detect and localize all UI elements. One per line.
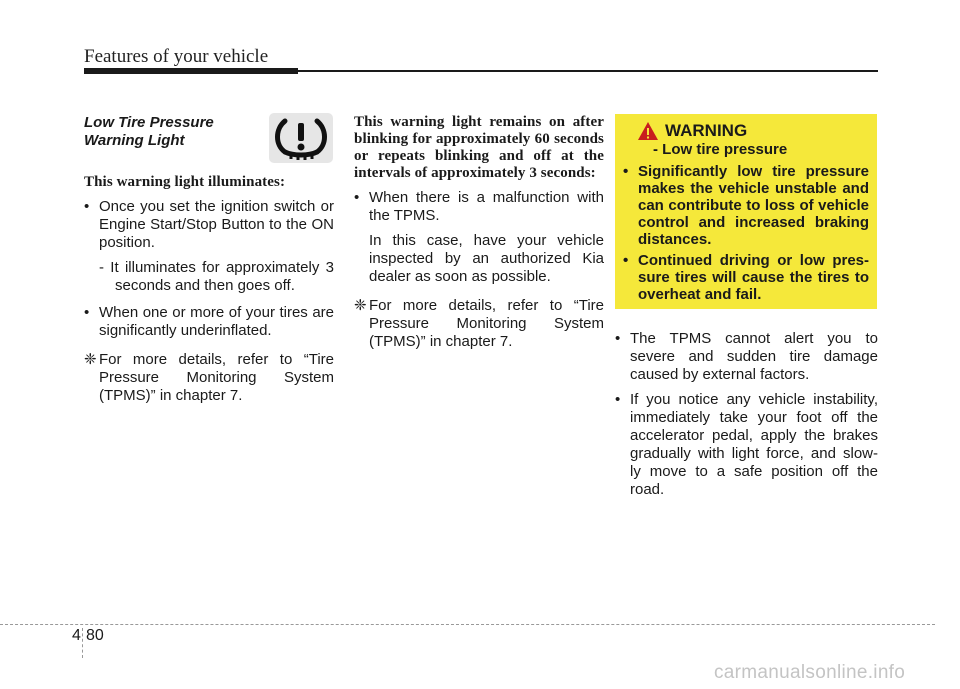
page-number: 80 bbox=[86, 627, 104, 644]
warning-bullet-overheat: • Continued driving or low pres- sure tires will cause the tires to overheat and fail. bbox=[623, 252, 869, 303]
middle-intro: This warning light remains on after blinking for approximately 60 seconds or repeats blinking and off at the intervals of approximately 3 seconds: bbox=[354, 114, 604, 181]
chapter-number: 4 bbox=[72, 627, 81, 644]
middle-inspection-note: In this case, have your vehicle inspected by an authorized Kia dealer as soon as possible. bbox=[369, 232, 604, 285]
reference-mark-icon: ❈ bbox=[84, 351, 97, 368]
right-bullet-instability: • If you notice any vehicle instability, immediately take your foot off the accelerator pedal, apply the brakes gradually with light force, and slow- ly move to a safe position off the road. bbox=[615, 391, 878, 499]
tire-pressure-warning-icon bbox=[269, 113, 333, 163]
middle-column bbox=[354, 114, 604, 351]
right-bullet-tpms-limit: • The TPMS cannot alert you to severe and sudden tire damage caused by external factors. bbox=[615, 330, 878, 384]
right-column bbox=[615, 330, 878, 499]
warning-subtitle: - Low tire pressure bbox=[653, 141, 788, 158]
left-reference-note bbox=[84, 351, 334, 405]
left-sub-bullet-duration: - It illuminates for approximately 3 seconds and then goes off. bbox=[99, 259, 334, 294]
warning-header bbox=[637, 121, 869, 141]
section-title-line2: Warning Light bbox=[84, 132, 185, 149]
warning-title: WARNING bbox=[665, 121, 748, 140]
section-title bbox=[84, 114, 214, 150]
middle-reference-text: For more details, refer to “Tire Pressure Monitoring System (TPMS)” in chapter 7. bbox=[369, 297, 604, 350]
header-bar bbox=[84, 68, 298, 74]
left-intro: This warning light illuminates: bbox=[84, 174, 286, 190]
page-header-title: Features of your vehicle bbox=[84, 46, 269, 67]
footer-separator bbox=[82, 628, 83, 658]
watermark: carmanualsonline.info bbox=[714, 662, 906, 683]
left-reference-text: For more details, refer to “Tire Pressure Monitoring System (TPMS)” in chapter 7. bbox=[99, 351, 334, 404]
header-rule bbox=[298, 70, 878, 72]
left-column bbox=[84, 174, 334, 405]
middle-bullet-malfunction: • When there is a malfunction with the TPMS. bbox=[354, 189, 604, 225]
left-bullet-underinflated: • When one or more of your tires are significantly underinflated. bbox=[84, 304, 334, 340]
section-title-line1: Low Tire Pressure bbox=[84, 114, 214, 131]
reference-mark-icon: ❈ bbox=[354, 297, 367, 314]
footer-rule bbox=[0, 624, 935, 625]
warning-box bbox=[615, 114, 877, 309]
left-bullet-ignition: • Once you set the ignition switch or Engine Start/Stop Button to the ON position. bbox=[84, 198, 334, 252]
warning-triangle-icon bbox=[637, 121, 659, 141]
warning-bullet-unstable: • Significantly low tire pressure makes the vehicle unstable and can contribute to loss of vehicle control and increased braking distances. bbox=[623, 163, 869, 248]
middle-reference-note bbox=[354, 297, 604, 351]
